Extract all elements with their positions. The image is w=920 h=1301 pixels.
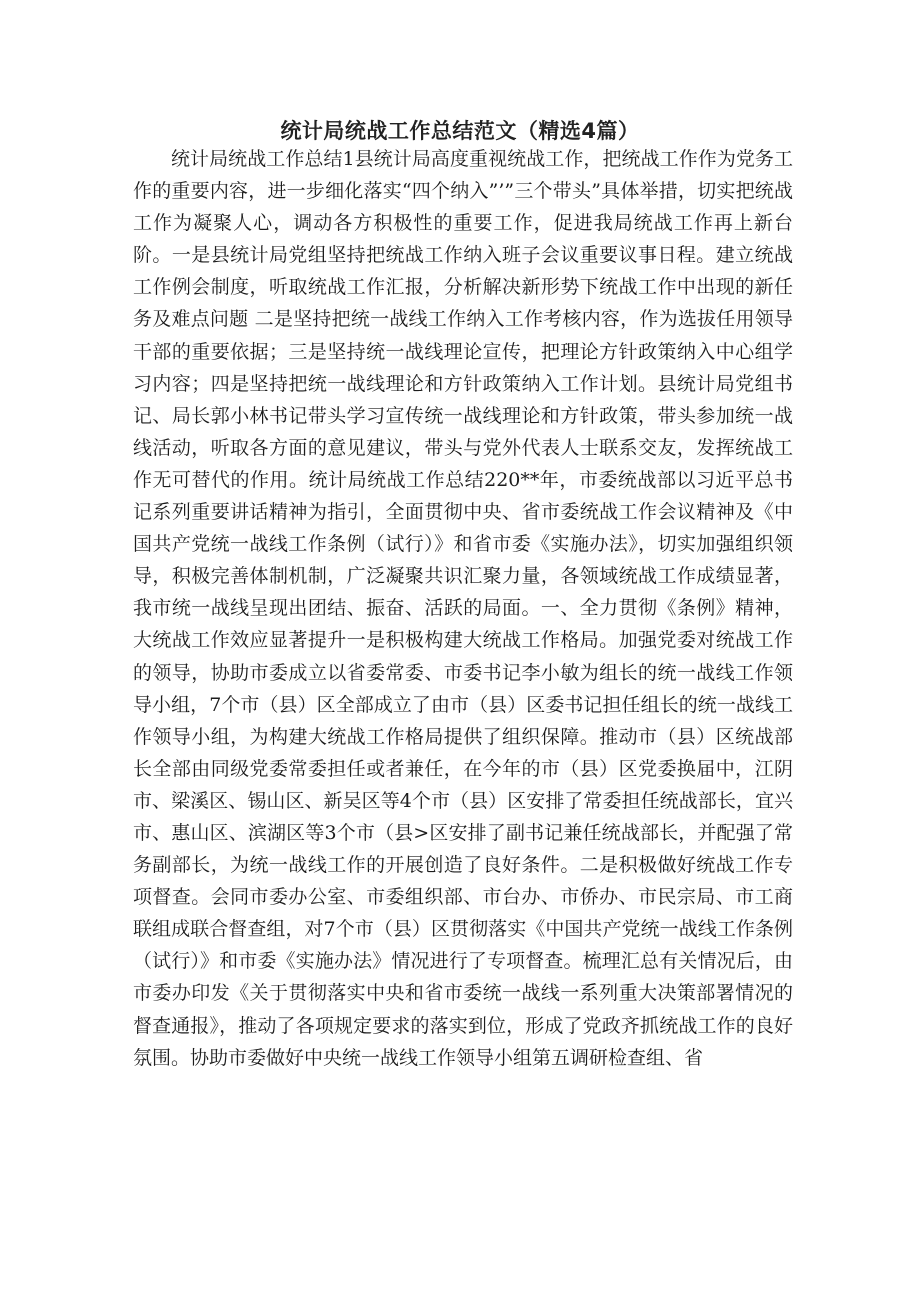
document-body-paragraph: 统计局统战工作总结1县统计局高度重视统战工作，把统战工作作为党务工作的重要内容，进一步细化落实“四个纳入”’”三个带头”具体举措，切实把统战工作为凝聚人心，调动各方积极性的重要工作，促进我局统战工作再上新台阶。一是县统计局党组坚持把统战工作纳入班子会议重要议事日程。建立统战工作例会制度，听取统战工作汇报，分析解决新形势下统战工作中出现的新任务及难点问题 二是坚持把统一战线工作纳入工作考核内容，作为选拔任用领导干部的重要依据；三是坚持统一战线理论宣传，把理论方针政策纳入中心组学习内容；四是坚持把统一战线理论和方针政策纳入工作计划。县统计局党组书记、局长郭小林书记带头学习宣传统一战线理论和方针政策，带头参加统一战线活动，听取各方面的意见建议，带头与党外代表人士联系交友，发挥统战工作无可替代的作用。统计局统战工作总结220**年，市委统战部以习近平总书记系列重要讲话精神为指引，全面贯彻中央、省市委统战工作会议精神及《中国共产党统一战线工作条例（试行）》和省市委《实施办法》，切实加强组织领导，积极完善体制机制，广泛凝聚共识汇聚力量，各领域统战工作成绩显著，我市统一战线呈现出团结、振奋、活跃的局面。一、全力贯彻《条例》精神，大统战工作效应显著提升一是积极构建大统战工作格局。加强党委对统战工作的领导，协助市委成立以省委常委、市委书记李小敏为组长的统一战线工作领导小组，7个市（县）区全部成立了由市（县）区委书记担任组长的统一战线工作领导小组，为构建大统战工作格局提供了组织保障。推动市（县）区统战部长全部由同级党委常委担任或者兼任，在今年的市（县）区党委换届中，江阴市、梁溪区、锡山区、新吴区等4个市（县）区安排了常委担任统战部长，宜兴市、惠山区、滨湖区等3个市（县>区安排了副书记兼任统战部长，并配强了常务副部长，为统一战线工作的开展创造了良好条件。二是积极做好统战工作专项督查。会同市委办公室、市委组织部、市台办、市侨办、市民宗局、市工商联组成联合督查组，对7个市（县）区贯彻落实《中国共产党统一战线工作条例（试行）》和市委《实施办法》情况进行了专项督查。梳理汇总有关情况后，由市委办印发《关于贯彻落实中央和省市委统一战线一系列重大决策部署情况的督查通报》，推动了各项规定要求的落实到位，形成了党政齐抓统战工作的良好氛围。协助市委做好中央统一战线工作领导小组第五调研检查组、省 xyxy=(133,148,793,1069)
document-title: 统计局统战工作总结范文（精选4篇） xyxy=(280,119,640,143)
